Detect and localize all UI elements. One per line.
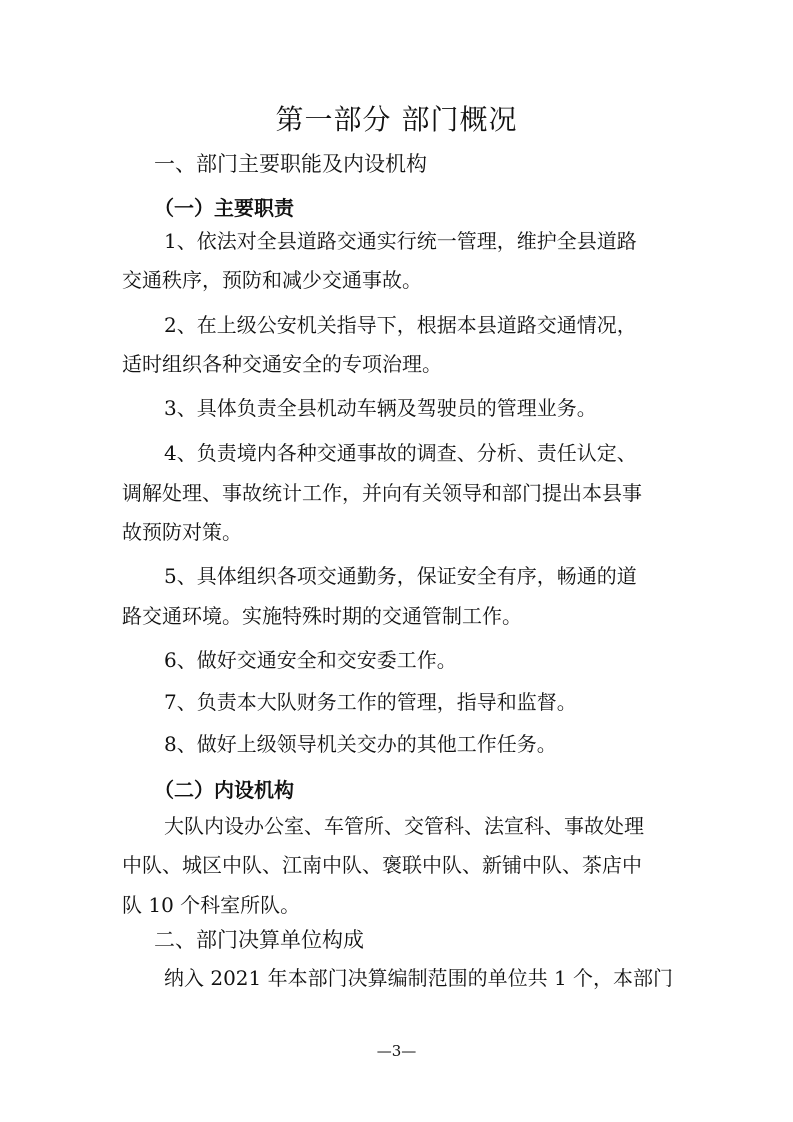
paragraph-line: 4、负责境内各种交通事故的调查、分析、责任认定、 (164, 441, 637, 465)
paragraph-line: 7、负责本大队财务工作的管理，指导和监督。 (164, 690, 577, 714)
paragraph-line: 2、在上级公安机关指导下，根据本县道路交通情况， (164, 313, 637, 337)
paragraph-line: 5、具体组织各项交通勤务，保证安全有序，畅通的道 (164, 564, 637, 588)
paragraph-line: 1、依法对全县道路交通实行统一管理，维护全县道路 (164, 229, 637, 253)
paragraph-line: 交通秩序，预防和减少交通事故。 (122, 268, 422, 292)
paragraph-line: 6、做好交通安全和交安委工作。 (164, 648, 457, 672)
paragraph-line: 调解处理、事故统计工作，并向有关领导和部门提出本县事 (122, 481, 642, 505)
section-heading-functions: 一、部门主要职能及内设机构 (154, 152, 427, 176)
page-number: —3— (376, 1042, 417, 1060)
subsection-heading-internal-units: （二）内设机构 (154, 778, 294, 802)
paragraph-line: 纳入 2021 年本部门决算编制范围的单位共 1 个，本部门 (164, 966, 674, 990)
paragraph-line: 8、做好上级领导机关交办的其他工作任务。 (164, 732, 557, 756)
paragraph-line: 队 10 个科室所队。 (122, 893, 301, 917)
subsection-heading-duties: （一）主要职责 (154, 196, 294, 220)
paragraph-line: 大队内设办公室、车管所、交管科、法宣科、事故处理 (164, 814, 644, 838)
page-title: 第一部分 部门概况 (275, 103, 518, 136)
section-heading-units: 二、部门决算单位构成 (154, 928, 364, 952)
paragraph-line: 3、具体负责全县机动车辆及驾驶员的管理业务。 (164, 396, 597, 420)
paragraph-line: 故预防对策。 (122, 520, 242, 544)
paragraph-line: 中队、城区中队、江南中队、褒联中队、新铺中队、茶店中 (122, 853, 642, 877)
paragraph-line: 适时组织各种交通安全的专项治理。 (122, 352, 442, 376)
paragraph-line: 路交通环境。实施特殊时期的交通管制工作。 (122, 604, 522, 628)
